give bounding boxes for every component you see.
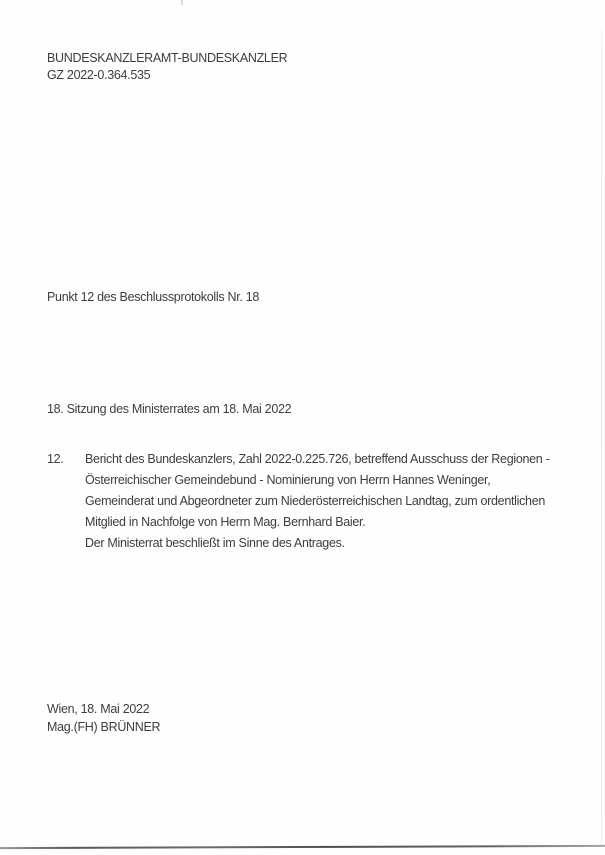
agenda-item-line: Bericht des Bundeskanzlers, Zahl 2022-0.225.726, betreffend Ausschuss der Regionen - <box>85 452 550 466</box>
letterhead <box>47 50 287 84</box>
session-title: 18. Sitzung des Ministerrates am 18. Mai 2022 <box>47 402 292 416</box>
agenda-item-line: Gemeinderat und Abgeordneter zum Niederösterreichischen Landtag, zum ordentlichen <box>85 494 546 508</box>
agenda-item-text <box>85 449 549 554</box>
agenda-item-12 <box>47 449 549 554</box>
agenda-item-line: Mitglied in Nachfolge von Herrn Mag. Bernhard Baier. <box>85 515 366 529</box>
scan-artifact-right-edge <box>601 28 602 845</box>
signature-signer: Mag.(FH) BRÜNNER <box>47 719 161 734</box>
letterhead-file-number: GZ 2022-0.364.535 <box>47 68 151 82</box>
agenda-item-number: 12. <box>47 452 64 466</box>
signature-block <box>47 701 160 736</box>
scan-artifact-bottom-edge <box>0 845 605 849</box>
protocol-reference: Punkt 12 des Beschlussprotokolls Nr. 18 <box>47 290 260 304</box>
letterhead-org: BUNDESKANZLERAMT-BUNDESKANZLER <box>47 51 288 65</box>
agenda-item-line: Österreichischer Gemeindebund - Nominierung von Herrn Hannes Weninger, <box>85 473 491 487</box>
signature-place-date: Wien, 18. Mai 2022 <box>47 702 150 716</box>
scan-artifact-top-tick <box>181 0 183 5</box>
agenda-item-line: Der Ministerrat beschließt im Sinne des Antrages. <box>85 536 345 550</box>
